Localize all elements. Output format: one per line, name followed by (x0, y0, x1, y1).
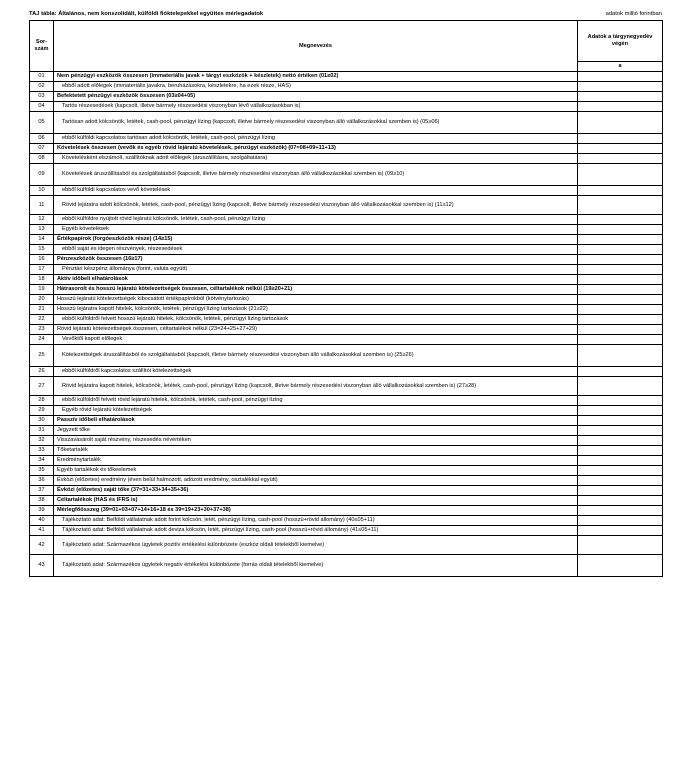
row-number: 11 (30, 196, 54, 215)
table-row (30, 305, 663, 315)
row-label: Egyéb követelések (54, 225, 578, 235)
row-value-cell[interactable] (578, 476, 663, 486)
row-value-cell[interactable] (578, 315, 663, 325)
header-adatok: Adatok a tárgynegyedév végén (578, 21, 663, 62)
table-row (30, 245, 663, 255)
row-label: Értékpapírok (forgóeszközök része) (14≥15) (54, 235, 578, 245)
row-label: Befektetett pénzügyi eszközök összesen (03≥04+05) (54, 92, 578, 102)
row-label: Vevőktől kapott előlegek (54, 335, 578, 345)
row-value-cell[interactable] (578, 536, 663, 555)
row-value-cell[interactable] (578, 285, 663, 295)
table-row (30, 315, 663, 325)
table-row (30, 506, 663, 516)
row-value-cell[interactable] (578, 406, 663, 416)
row-number: 25 (30, 345, 54, 367)
row-label: Rövid lejáratra adott kölcsönök, letétek, cash-pool, pénzügyi lízing (kapcsolt, illetve bármely részesedési viszonyban álló vállalkozásokkal szemben is) (11≥12) (54, 196, 578, 215)
row-value-cell[interactable] (578, 496, 663, 506)
row-label: Visszavásárolt saját részvény, részesedés névértéken (54, 436, 578, 446)
row-label: Évközi (előzetes) saját tőke (37=31+33+34+35+36) (54, 486, 578, 496)
row-number: 09 (30, 164, 54, 186)
row-number: 42 (30, 536, 54, 555)
table-body (30, 72, 663, 577)
table-row (30, 476, 663, 486)
row-number: 14 (30, 235, 54, 245)
row-value-cell[interactable] (578, 416, 663, 426)
table-row (30, 555, 663, 577)
row-value-cell[interactable] (578, 396, 663, 406)
row-number: 37 (30, 486, 54, 496)
table-row (30, 436, 663, 446)
row-label: Pénztári készpénz állománya (forint, valuta együtt) (54, 265, 578, 275)
row-value-cell[interactable] (578, 196, 663, 215)
row-value-cell[interactable] (578, 275, 663, 285)
table-row (30, 72, 663, 82)
row-label: Hátrasorolt és hosszú lejáratú kötelezettségek összesen, céltartalékok nélkül (19≥20+21) (54, 285, 578, 295)
row-label: ebből adott előlegek (immateriális javakra, beruházásokra, készletekre, ha ezek része, HAS) (54, 82, 578, 92)
row-value-cell[interactable] (578, 426, 663, 436)
row-label: Tájékoztató adat: Belföldi vállalatnak adott deviza kölcsön, letét, pénzügyi lízing, cash-pool (hosszú+rövid állomány) (41≤05+11) (54, 526, 578, 536)
table-title: TAJ tábla: Általános, nem konszolidált, külföldi fióktelepekkel együttes mérlegadatok (29, 11, 264, 17)
row-label: Követelésként elszámolt, szállítóknak adott előlegek (áruszállításra, szolgáltatásra) (54, 154, 578, 164)
row-value-cell[interactable] (578, 555, 663, 577)
row-number: 08 (30, 154, 54, 164)
row-label: Tájékoztató adat: Belföldi vállalatnak adott forint kölcsön, letét, pénzügyi lízing, cash-pool (hosszú+rövid állomány) (40≤05+11) (54, 516, 578, 526)
table-row (30, 235, 663, 245)
row-value-cell[interactable] (578, 72, 663, 82)
row-number: 31 (30, 426, 54, 436)
row-number: 15 (30, 245, 54, 255)
row-number: 19 (30, 285, 54, 295)
row-number: 20 (30, 295, 54, 305)
row-label: ebből külföldi kapcsolatos tartósan adott kölcsönök, letétek, cash-pool, pénzügyi lízing (54, 134, 578, 144)
row-number: 16 (30, 255, 54, 265)
table-row (30, 275, 663, 285)
row-value-cell[interactable] (578, 345, 663, 367)
row-number: 04 (30, 102, 54, 112)
unit-note: adatok millió forintban (605, 11, 662, 17)
row-label: Tájékoztató adat: Származékos ügyletek negatív értékelési különbözete (forrás oldali tételekből kiemelve) (54, 555, 578, 577)
table-row (30, 134, 663, 144)
row-number: 10 (30, 186, 54, 196)
table-row (30, 82, 663, 92)
table-row (30, 92, 663, 102)
row-value-cell[interactable] (578, 456, 663, 466)
row-value-cell[interactable] (578, 325, 663, 335)
table-row (30, 496, 663, 506)
row-number: 33 (30, 446, 54, 456)
row-number: 22 (30, 315, 54, 325)
row-value-cell[interactable] (578, 377, 663, 396)
row-label: ebből külföldi kapcsolatos vevő követelések (54, 186, 578, 196)
row-label: Követelések áruszállításból és szolgáltatásból (kapcsolt, illetve bármely részesedési viszonyban álló vállalkozásokkal szemben is) (09≥10) (54, 164, 578, 186)
table-row (30, 486, 663, 496)
table-row (30, 112, 663, 134)
row-value-cell[interactable] (578, 154, 663, 164)
table-row (30, 406, 663, 416)
row-number: 41 (30, 526, 54, 536)
row-label: Tájékoztató adat: Származékos ügyletek pozitív értékelési különbözete (eszköz oldali tételekből kiemelve) (54, 536, 578, 555)
row-number: 02 (30, 82, 54, 92)
table-row (30, 102, 663, 112)
row-value-cell[interactable] (578, 102, 663, 112)
row-label: Tartós részesedések (kapcsolt, illetve bármely részesedési viszonyban lévő vállalkozásokban is) (54, 102, 578, 112)
row-number: 30 (30, 416, 54, 426)
table-row (30, 215, 663, 225)
row-number: 07 (30, 144, 54, 154)
row-number: 34 (30, 456, 54, 466)
row-value-cell[interactable] (578, 235, 663, 245)
row-label: Egyéb tartalékok és tőkeelemek (54, 466, 578, 476)
row-label: ebből külföldről kapcsolatos szállítói kötelezettségek (54, 367, 578, 377)
header-sub-a: a (578, 62, 663, 72)
row-number: 05 (30, 112, 54, 134)
header-sorszam: Sor-szám (30, 21, 54, 72)
row-label: Tőketartalék (54, 446, 578, 456)
row-label: ebből saját és idegen részvények, részesedések (54, 245, 578, 255)
row-label: Egyéb rövid lejáratú kötelezettségek (54, 406, 578, 416)
table-row (30, 536, 663, 555)
row-number: 01 (30, 72, 54, 82)
row-label: Céltartalékok (HAS és IFRS is) (54, 496, 578, 506)
table-row (30, 335, 663, 345)
row-value-cell[interactable] (578, 305, 663, 315)
table-row (30, 396, 663, 406)
row-number: 21 (30, 305, 54, 315)
table-row (30, 516, 663, 526)
row-value-cell[interactable] (578, 367, 663, 377)
row-value-cell[interactable] (578, 255, 663, 265)
row-value-cell[interactable] (578, 506, 663, 516)
row-number: 06 (30, 134, 54, 144)
row-value-cell[interactable] (578, 436, 663, 446)
row-number: 27 (30, 377, 54, 396)
row-number: 03 (30, 92, 54, 102)
table-row (30, 325, 663, 335)
row-number: 26 (30, 367, 54, 377)
row-label: Mérlegfőösszeg (39=01+03+07+14+16+18 és 39=19+23+30+37+38) (54, 506, 578, 516)
header-megnevezes: Megnevezés (54, 21, 578, 72)
table-row (30, 285, 663, 295)
row-label: Évközi (előzetes) eredmény (éven belül halmozott, adózott eredmény, osztalékkal együtt) (54, 476, 578, 486)
table-row (30, 345, 663, 367)
row-number: 13 (30, 225, 54, 235)
balance-sheet-table (29, 20, 663, 577)
table-row (30, 466, 663, 476)
row-value-cell[interactable] (578, 446, 663, 456)
table-row (30, 295, 663, 305)
row-number: 17 (30, 265, 54, 275)
table-row (30, 367, 663, 377)
table-row (30, 164, 663, 186)
row-value-cell[interactable] (578, 516, 663, 526)
table-row (30, 144, 663, 154)
table-row (30, 377, 663, 396)
row-number: 24 (30, 335, 54, 345)
row-label: ebből külföldről felvett rövid lejáratú hitelek, kölcsönök, letétek, cash-pool, pénzügyi lízing (54, 396, 578, 406)
table-row (30, 456, 663, 466)
row-value-cell[interactable] (578, 112, 663, 134)
row-number: 28 (30, 396, 54, 406)
row-value-cell[interactable] (578, 466, 663, 476)
row-value-cell[interactable] (578, 144, 663, 154)
row-value-cell[interactable] (578, 265, 663, 275)
row-number: 32 (30, 436, 54, 446)
row-number: 36 (30, 476, 54, 486)
table-row (30, 186, 663, 196)
row-value-cell[interactable] (578, 134, 663, 144)
row-label: Passzív időbeli elhatárolások (54, 416, 578, 426)
row-value-cell[interactable] (578, 186, 663, 196)
row-value-cell[interactable] (578, 164, 663, 186)
row-label: Pénzeszközök összesen (16≥17) (54, 255, 578, 265)
row-number: 39 (30, 506, 54, 516)
row-label: Rövid lejáratra kapott hitelek, kölcsönök, letétek, cash-pool, pénzügyi lízing (kapcsolt, illetve bármely részesedési viszonyban álló vállalkozásokkal szemben is) (27≥28) (54, 377, 578, 396)
row-value-cell[interactable] (578, 486, 663, 496)
row-label: Aktív időbeli elhatárolások (54, 275, 578, 285)
row-value-cell[interactable] (578, 245, 663, 255)
table-row (30, 196, 663, 215)
table-row (30, 255, 663, 265)
row-value-cell[interactable] (578, 92, 663, 102)
row-value-cell[interactable] (578, 335, 663, 345)
row-label: Nem pénzügyi eszközök összesen (immateriális javak + tárgyi eszközök + készletek) nettó értéken (01≥02) (54, 72, 578, 82)
row-number: 12 (30, 215, 54, 225)
row-number: 40 (30, 516, 54, 526)
row-label: Kötelezettségek áruszállításból és szolgáltatásból (kapcsolt, illetve bármely részesedési viszonyban álló vállalkozásokkal szemben is) (25≥26) (54, 345, 578, 367)
row-label: Követelések összesen (vevők és egyéb rövid lejáratú követelések, pénzügyi eszközök) (07=08+09+11+13) (54, 144, 578, 154)
row-value-cell[interactable] (578, 526, 663, 536)
row-label: Rövid lejáratú kötelezettségek összesen, céltartalékok nélkül (23=24+25+27+29) (54, 325, 578, 335)
row-number: 38 (30, 496, 54, 506)
row-number: 23 (30, 325, 54, 335)
table-row (30, 225, 663, 235)
row-number: 43 (30, 555, 54, 577)
table-row (30, 526, 663, 536)
row-value-cell[interactable] (578, 82, 663, 92)
row-label: Hosszú lejáratú kötelezettségek kibocsátott értékpapírokból (kötvénytartozás) (54, 295, 578, 305)
row-label: Tartósan adott kölcsönök, letétek, cash-pool, pénzügyi lízing (kapcsolt, illetve bármely részesedési viszonyban álló vállalkozásokkal szemben is) (05≥06) (54, 112, 578, 134)
row-number: 35 (30, 466, 54, 476)
table-row (30, 446, 663, 456)
row-label: Hosszú lejáratra kapott hitelek, kölcsönök, letétek, pénzügyi lízing tartozások (21≥22) (54, 305, 578, 315)
row-label: Jegyzett tőke (54, 426, 578, 436)
row-label: ebből külföldre nyújtott rövid lejáratú kölcsönök, letétek, cash-pool, pénzügyi lízing (54, 215, 578, 225)
table-row (30, 154, 663, 164)
row-value-cell[interactable] (578, 295, 663, 305)
row-label: ebből külföldről felvett hosszú lejáratú hitelek, kölcsönök, letétek, pénzügyi lízing tartozások (54, 315, 578, 325)
table-row (30, 416, 663, 426)
table-row (30, 265, 663, 275)
row-value-cell[interactable] (578, 225, 663, 235)
table-row (30, 426, 663, 436)
row-number: 29 (30, 406, 54, 416)
row-label: Eredménytartalék (54, 456, 578, 466)
row-value-cell[interactable] (578, 215, 663, 225)
row-number: 18 (30, 275, 54, 285)
